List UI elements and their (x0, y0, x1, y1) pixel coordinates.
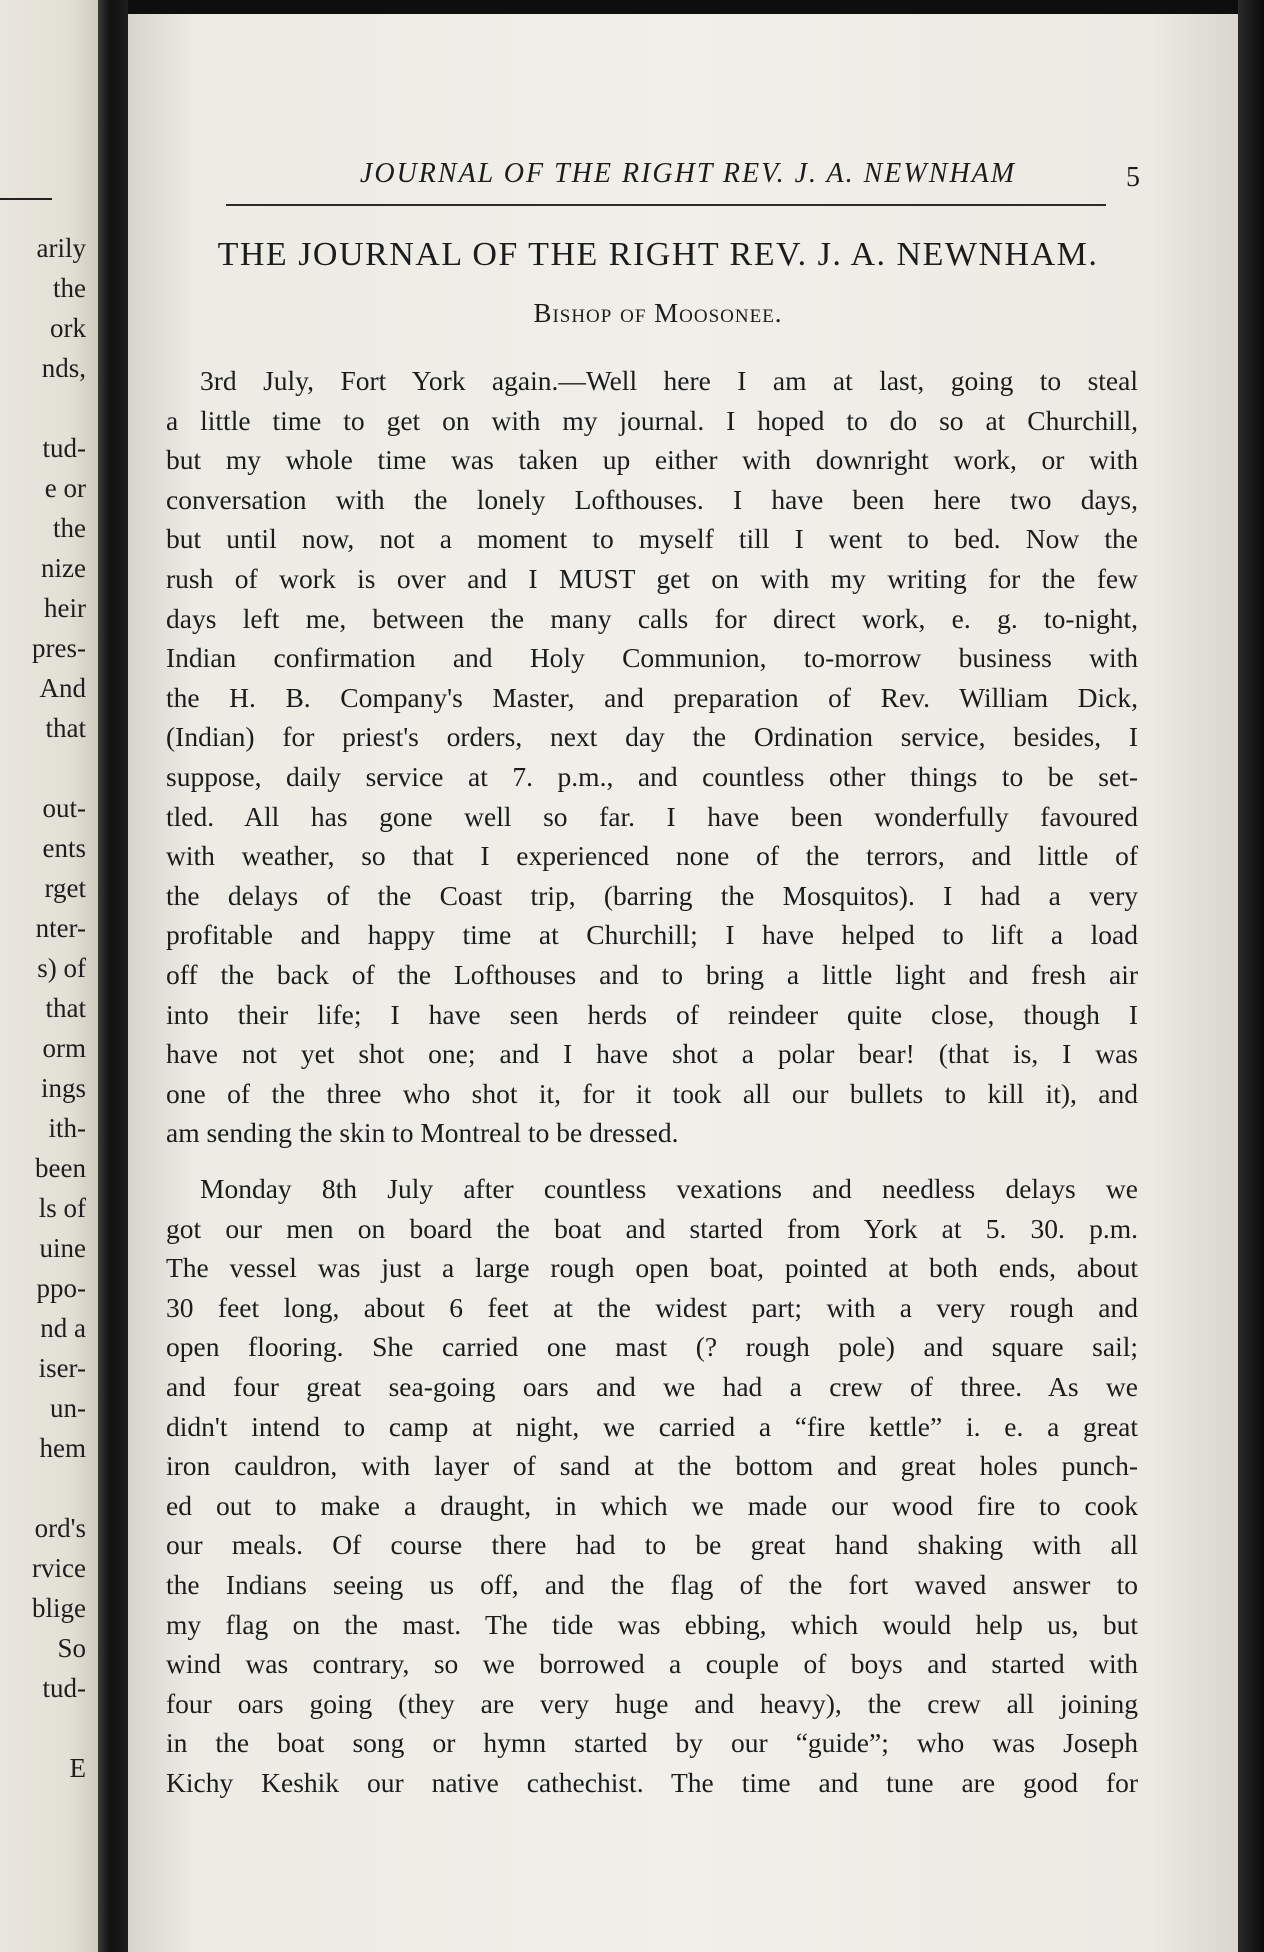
text-line: am sending the skin to Montreal to be dressed. (166, 1117, 679, 1149)
text-line: have not yet shot one; and I have shot a polar bear! (that is, I was (166, 1038, 1138, 1070)
text-line: four oars going (they are very huge and heavy), the crew all joining (166, 1687, 1138, 1719)
text-line: the delays of the Coast trip, (barring the Mosquitos). I had a very (166, 879, 1138, 911)
text-line: tled. All has gone well so far. I have been wonderfully favoured (166, 800, 1138, 832)
text-line: conversation with the lonely Lofthouses. I have been here two days, (166, 483, 1138, 515)
left-page-line: So (57, 1633, 86, 1663)
text-line: days left me, between the many calls for direct work, e. g. to-night, (166, 602, 1138, 634)
left-page-line: the (53, 513, 86, 543)
text-line: (Indian) for priest's orders, next day the Ordination service, besides, I (166, 721, 1138, 753)
text-line: in the boat song or hymn started by our “guide”; who was Joseph (166, 1727, 1138, 1759)
left-page-line: nize (41, 553, 86, 583)
text-line: one of the three who shot it, for it took all our bullets to kill it), and (166, 1077, 1138, 1109)
left-page-line: hem (39, 1433, 86, 1463)
left-page-line: that (45, 993, 86, 1023)
book-gutter (98, 0, 128, 1952)
article-title: THE JOURNAL OF THE RIGHT REV. J. A. NEWNHAM. (217, 236, 1099, 273)
left-page-line: ord's (34, 1513, 86, 1543)
left-page-line: blige (32, 1593, 86, 1623)
text-line: didn't intend to camp at night, we carried a “fire kettle” i. e. a great (166, 1410, 1138, 1442)
text-line: Kichy Keshik our native cathechist. The time and tune are good for (166, 1766, 1138, 1798)
left-page-line: ings (40, 1073, 86, 1103)
left-facing-page (0, 0, 98, 1952)
text-line: Monday 8th July after countless vexations and needless delays we (200, 1173, 1138, 1204)
header-rule (226, 204, 1106, 206)
text-line: Indian confirmation and Holy Communion, to-morrow business with (166, 642, 1138, 674)
text-line: but my whole time was taken up either with downright work, or with (166, 444, 1138, 476)
left-page-line: tud- (42, 1673, 86, 1703)
text-line: but until now, not a moment to myself till I went to bed. Now the (166, 523, 1138, 555)
text-line: wind was contrary, so we borrowed a couple of boys and started with (166, 1648, 1138, 1680)
text-line: profitable and happy time at Churchill; I have helped to lift a load (166, 919, 1138, 951)
text-line: with weather, so that I experienced none of the terrors, and little of (166, 840, 1138, 872)
left-page-line: nter- (35, 913, 86, 943)
left-page-line: nds, (41, 353, 86, 383)
article-subtitle: Bishop of Moosonee. (533, 298, 783, 328)
left-page-line: un- (50, 1393, 86, 1423)
text-line: and four great sea-going oars and we had a crew of three. As we (166, 1370, 1138, 1402)
left-page-line: ppo- (36, 1273, 86, 1303)
text-line: got our men on board the boat and started from York at 5. 30. p.m. (166, 1212, 1138, 1244)
left-page-line: nd a (40, 1313, 86, 1343)
paragraph-1 (166, 361, 1138, 1153)
text-line: 30 feet long, about 6 feet at the widest part; with a very rough and (166, 1291, 1138, 1323)
left-page-line: tud- (42, 433, 86, 463)
text-line: my flag on the mast. The tide was ebbing, which would help us, but (166, 1608, 1138, 1640)
text-line: off the back of the Lofthouses and to bring a little light and fresh air (166, 958, 1138, 990)
text-line: iron cauldron, with layer of sand at the bottom and great holes punch- (166, 1450, 1138, 1482)
text-line: our meals. Of course there had to be great hand shaking with all (166, 1529, 1138, 1561)
left-page-line: iser- (38, 1353, 86, 1383)
left-page-line: heir (44, 593, 86, 623)
left-page-line: e or (44, 473, 86, 503)
text-line: ed out to make a draught, in which we made our wood fire to cook (166, 1489, 1138, 1521)
text-line: a little time to get on with my journal. I hoped to do so at Churchill, (166, 404, 1138, 436)
left-page-line: rvice (32, 1553, 86, 1583)
left-page-line: been (35, 1153, 86, 1183)
text-line: suppose, daily service at 7. p.m., and countless other things to be set- (166, 760, 1138, 792)
left-page-line: ith- (48, 1113, 86, 1143)
left-page-line: orm (42, 1033, 86, 1063)
paragraph-2 (166, 1169, 1138, 1803)
left-page-line: ents (42, 833, 86, 863)
left-page-line: out- (42, 793, 86, 823)
left-page-line: that (45, 713, 86, 743)
left-page-line: pres- (32, 633, 86, 663)
left-page-line: E (69, 1753, 86, 1783)
left-page-line: ork (50, 313, 86, 343)
left-page-line: s) of (37, 953, 86, 983)
text-line: the Indians seeing us off, and the flag of the fort waved answer to (166, 1568, 1138, 1600)
left-page-line: And (39, 673, 86, 703)
text-line: The vessel was just a large rough open boat, pointed at both ends, about (166, 1252, 1138, 1284)
left-page-line: the (53, 273, 86, 303)
text-line: rush of work is over and I MUST get on with my writing for the few (166, 562, 1138, 594)
left-page-line: uine (39, 1233, 86, 1263)
text-line: into their life; I have seen herds of reindeer quite close, though I (166, 998, 1138, 1030)
right-page-edge (1238, 0, 1264, 1952)
left-page-line: arily (36, 233, 86, 263)
left-page-line: ls of (38, 1193, 86, 1223)
page-number: 5 (1126, 162, 1140, 193)
left-page-rule (0, 198, 52, 200)
left-page-line: rget (44, 873, 86, 903)
text-line: open flooring. She carried one mast (? rough pole) and square sail; (166, 1331, 1138, 1363)
running-title: JOURNAL OF THE RIGHT REV. J. A. NEWNHAM (359, 158, 1017, 189)
text-line: 3rd July, Fort York again.—Well here I am at last, going to steal (200, 365, 1138, 396)
text-line: the H. B. Company's Master, and preparation of Rev. William Dick, (166, 681, 1138, 713)
